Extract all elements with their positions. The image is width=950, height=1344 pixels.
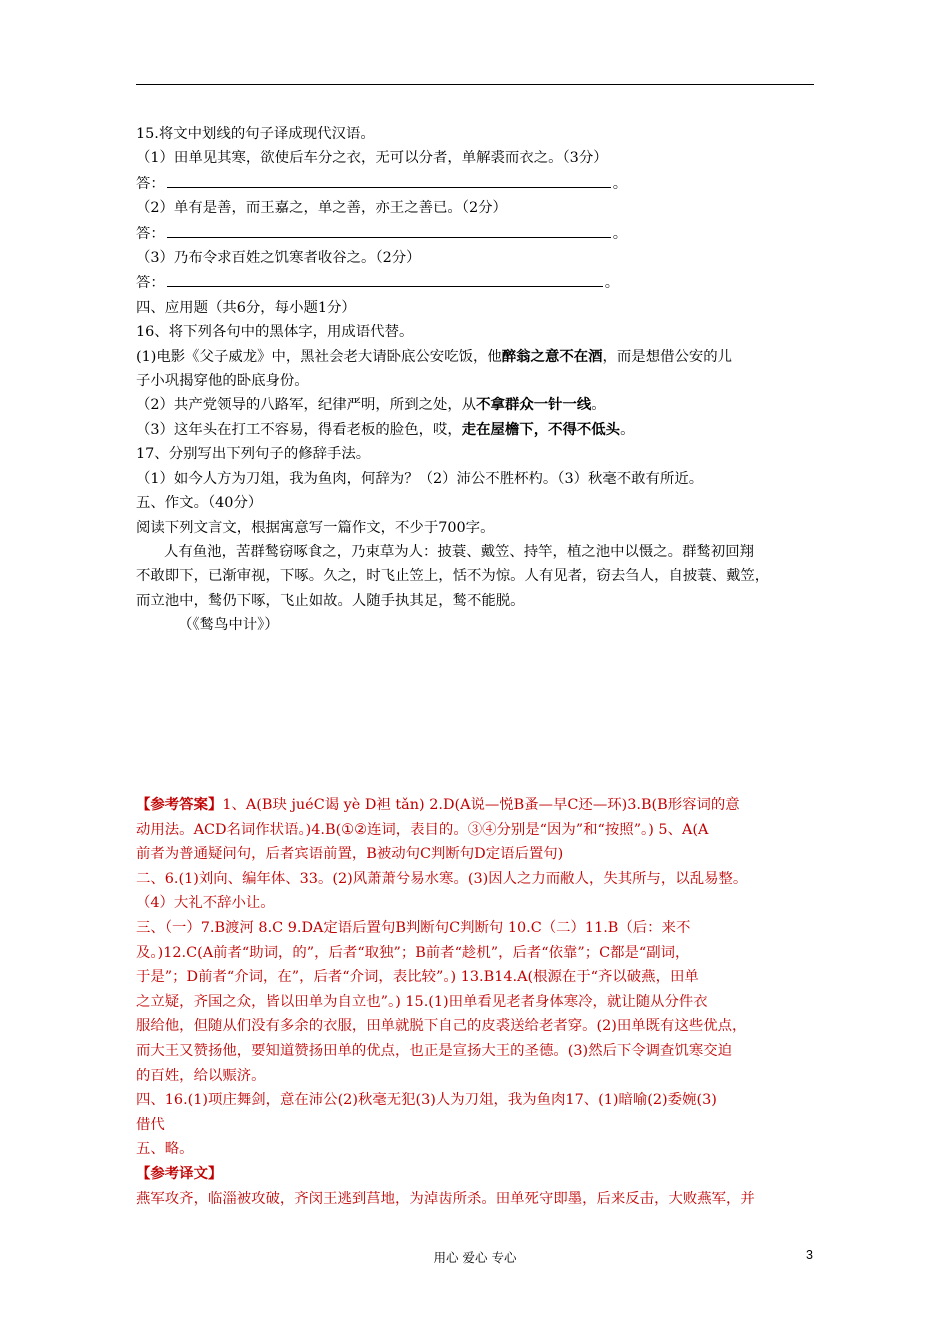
answers-line-3: 前者为普通疑问句，后者宾语前置，B被动句C判断句D定语后置句) [136, 846, 564, 863]
answers-line-8: 于是”；D前者“介词，在”，后者“介词，表比较”。) 13.B14.A(根源在于“齐以破燕，田单 [136, 969, 699, 986]
q15-sentence-2: （2）单有是善，而王嘉之，单之善，亦王之善已。（2分） [136, 200, 507, 217]
q15-sentence-1: （1）田单见其寒，欲使后车分之衣，无可以分者，单解裘而衣之。（3分） [136, 150, 608, 167]
q16-item-1-cont: 子小巩揭穿他的卧底身份。 [136, 373, 309, 390]
bold-phrase: 走在屋檐下，不得不低头 [461, 420, 621, 438]
q16-title: 16、将下列各句中的黑体字，用成语代替。 [136, 324, 414, 341]
bold-phrase: 不拿群众一针一线 [476, 396, 592, 414]
section-4-title: 四、应用题（共6分，每小题1分） [136, 299, 356, 316]
question-content [136, 122, 816, 638]
answers-line-6: 三、（一）7.B渡河 8.C 9.DA定语后置句B判断句C判断句 10.C（二）11.B（后：来不 [136, 919, 691, 936]
q15-answer-line-3: 答： 。 [136, 270, 816, 295]
q15-answer-line-1: 答： 。 [136, 171, 816, 196]
passage-source: （《鹙鸟中计》） [178, 617, 279, 634]
answers-line-10: 服给他，但随从们没有多余的衣服，田单就脱下自己的皮裘送给老者穿。(2)田单既有这些优点， [136, 1018, 747, 1035]
essay-prompt: 阅读下列文言文，根据寓意写一篇作文，不少于700字。 [136, 519, 495, 536]
answers-line-13: 四、16.(1)项庄舞剑，意在沛公(2)秋毫无犯(3)人为刀俎，我为鱼肉17、(1)暗喻(2)委婉(3) [136, 1092, 717, 1109]
q16-item-1: (1)电影《父子威龙》中，黑社会老大请卧底公安吃饭，他醉翁之意不在酒，而是想借公安的儿 [136, 347, 733, 365]
section-5-title: 五、作文。（40分） [136, 495, 263, 512]
translation-line-1: 燕军攻齐，临淄被攻破，齐闵王逃到莒地，为淖齿所杀。田单死守即墨，后来反击，大败燕军，并 [136, 1190, 755, 1207]
answers-line-15: 五、略。 [136, 1141, 194, 1158]
q16-item-3: （3）这年头在打工不容易，得看老板的脸色，哎，走在屋檐下，不得不低头。 [136, 420, 635, 438]
answers-line-9: 之立疑，齐国之众，皆以田单为自立也”。) 15.(1)田单看见老者身体寒冷，就让随从分件衣 [136, 993, 708, 1010]
answer-blank[interactable] [167, 221, 611, 238]
page-number: 3 [806, 1248, 813, 1262]
q17-title: 17、分别写出下列句子的修辞手法。 [136, 446, 371, 463]
bold-phrase: 醉翁之意不在酒 [501, 347, 603, 365]
reference-answers [136, 793, 816, 1211]
answers-line-4: 二、6.(1)刘向、编年体、33。(2)风萧萧兮易水寒。(3)因人之力而敝人，失其所与，以乱易整。 [136, 870, 748, 887]
q16-item-2: （2）共产党领导的八路军，纪律严明，所到之处，从不拿群众一针一线。 [136, 396, 606, 414]
footer-motto: 用心 爱心 专心 [433, 1250, 517, 1265]
answers-line-14: 借代 [136, 1116, 165, 1133]
q15-sentence-3: （3）乃布令求百姓之饥寒者收谷之。（2分） [136, 250, 421, 267]
header-rule [136, 84, 814, 85]
answers-line-1: 【参考答案】1、A(B玦 juéC谒 yè D袒 tǎn) 2.D(A说—悦B蚤—早C还—环)3.B(B形容词的意 [136, 796, 740, 813]
answers-line-11: 而大王又赞扬他，要知道赞扬田单的优点，也正是宣扬大王的圣德。(3)然后下令调查饥寒交迫 [136, 1042, 733, 1059]
answers-line-2: 动用法。ACD名词作状语。)4.B(①②连词，表目的。③④分别是“因为”和“按照”。) 5、A(A [136, 821, 709, 838]
passage-line-2: 不敢即下，已渐审视，下啄。久之，时飞止笠上，恬不为惊。人有见者，窃去刍人，自披蓑、戴笠， [136, 568, 770, 585]
answer-blank[interactable] [167, 270, 603, 287]
passage-line-3: 而立池中，鹙仍下啄，飞止如故。人随手执其足，鹙不能脱。 [136, 592, 525, 609]
translation-heading: 【参考译文】 [136, 1164, 223, 1182]
answers-line-7: 及。)12.C(A前者“助词，的”，后者“取独”；B前者“趁机”，后者“依靠”；C都是“副词， [136, 944, 690, 961]
answers-line-12: 的百姓，给以赈济。 [136, 1067, 266, 1084]
q17-body: （1）如今人方为刀俎，我为鱼肉，何辞为？（2）沛公不胜杯杓。（3）秋毫不敢有所近。 [136, 470, 704, 487]
q15-answer-line-2: 答： 。 [136, 221, 816, 246]
answers-line-5: （4）大礼不辞小让。 [136, 895, 275, 912]
passage-line-1: 人有鱼池，苦群鹙窃啄食之，乃束草为人：披蓑、戴笠、持竿，植之池中以慑之。群鹙初回翔 [164, 543, 755, 560]
q15-title: 15.将文中划线的句子译成现代汉语。 [136, 126, 375, 142]
answer-blank[interactable] [167, 171, 611, 188]
